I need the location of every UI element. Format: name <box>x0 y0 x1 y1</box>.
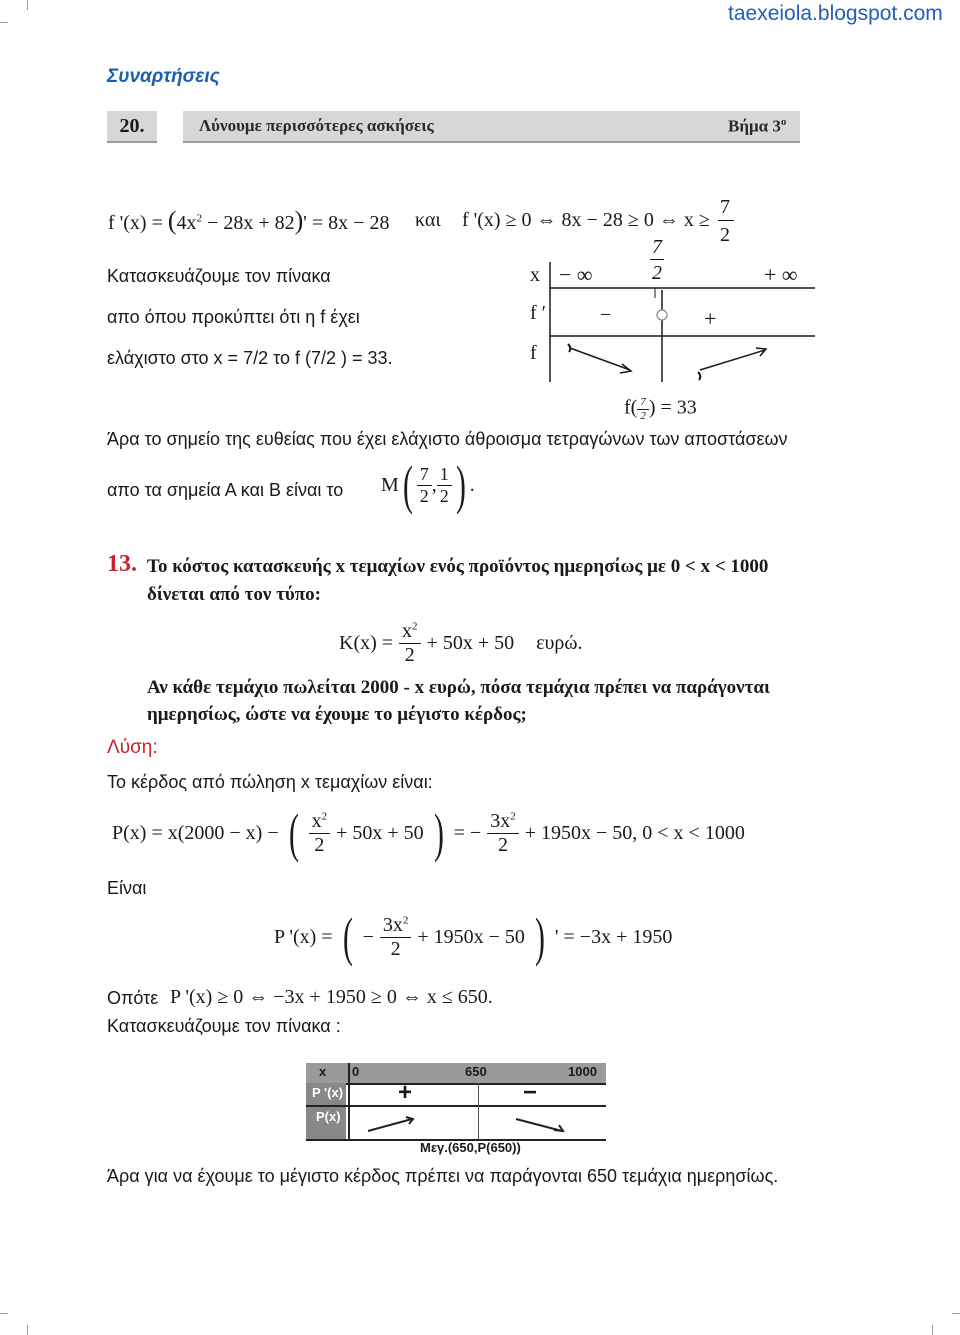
title-bar-text: Λύνουμε περισσότερες ασκήσεις <box>199 116 434 135</box>
problem-text: Το κόστος κατασκευής x τεμαχίων ενός προϊόντος ημερησίως με 0 < x < 1000 <box>147 556 769 577</box>
solution-label: Λύση: <box>107 737 158 758</box>
exercise-number: 20. <box>119 115 145 137</box>
critical-bar <box>650 259 664 260</box>
problem-text: δίνεται από τον τύπο: <box>147 584 321 605</box>
text-line: Κατασκευάζουμε τον πίνακα : <box>107 1016 341 1036</box>
ineq-frac-den: 2 <box>720 224 730 246</box>
f-min-value: f( $\frac{7}{2}$ ) = 33 <box>624 396 697 422</box>
and-word: και <box>415 209 441 231</box>
crop-mark <box>27 1325 28 1335</box>
text-line: Είναι <box>107 878 147 898</box>
cost-formula: K(x) = $\frac{x^2}{2}$ + 50x + 50 ευρώ. <box>339 620 583 666</box>
section-title: Συναρτήσεις <box>107 66 220 87</box>
profit-derivative: P '(x) = ( − $\frac{3x^2}{2}$ + 1950x − 50 ) ' = −3x + 1950 <box>274 907 673 967</box>
site-url[interactable]: taexeiola.blogspot.com <box>728 2 943 25</box>
text-line: απο όπου προκύπτει ότι η f έχει <box>107 307 360 327</box>
plus-infinity: + ∞ <box>764 262 798 287</box>
table2-max: Μεγ.(650,P(650)) <box>420 1140 521 1155</box>
text-line: Οπότε <box>107 988 159 1008</box>
profit-formula: P(x) = x(2000 − x) − ( $\frac{x^2}{2}$ + 50x + 50 ) = − $\frac{3x^2}{2}$ + 1950x − 50, 0 < x < 1000 <box>112 803 745 863</box>
table-x-label: x <box>530 264 540 286</box>
table2-zero: 0 <box>352 1064 360 1079</box>
minus-infinity: − ∞ <box>559 262 593 287</box>
crop-mark <box>952 1313 960 1314</box>
table-fprime-label: f ′ <box>530 302 547 324</box>
ineq-frac-bar <box>718 220 734 221</box>
table2-minus: − <box>523 1079 538 1106</box>
table2-x: x <box>319 1064 327 1079</box>
final-answer: Άρα για να έχουμε το μέγιστο κέρδος πρέπει να παράγονται 650 τεμάχια ημερησίως. <box>107 1166 779 1186</box>
conclusion-line: απο τα σημεία Α και Β είναι το <box>107 480 344 500</box>
problem-text: ημερησίως, ώστε να έχουμε το μέγιστο κέρδος; <box>147 704 527 725</box>
conclusion-line: Άρα το σημείο της ευθείας που έχει ελάχιστο άθροισμα τετραγώνων των αποστάσεων <box>107 429 788 449</box>
table2-650: 650 <box>465 1064 487 1079</box>
crop-mark <box>0 1313 8 1314</box>
crop-mark <box>0 22 8 23</box>
derivative-equation: f '$(x) = (4x^2 - 28x + 82)' = 8x - 28$ <box>108 206 390 235</box>
table2-pprime: P '(x) <box>312 1085 344 1100</box>
problem-number: 13. <box>107 551 137 577</box>
sign-plus: + <box>704 306 717 331</box>
table2-1000: 1000 <box>568 1064 597 1079</box>
step-label: Βήμα $3^o$ <box>728 116 787 136</box>
critical-num: 7 <box>652 236 662 258</box>
inequality: f '(x) ≥ 0 ⇔ 8x − 28 ≥ 0 ⇔ x ≥ <box>462 209 710 231</box>
exercise-number-box <box>107 111 157 143</box>
problem-text: Αν κάθε τεμάχιο πωλείται 2000 - x ευρώ, πόσα τεμάχια πρέπει να παράγονται <box>147 677 770 698</box>
table2-p: P(x) <box>316 1109 341 1124</box>
text-line: Το κέρδος από πώληση x τεμαχίων είναι: <box>107 772 433 792</box>
text-line: ελάχιστο στο x = 7/2 το f (7/2 ) = 33. <box>107 348 393 368</box>
table2-plus: + <box>398 1079 413 1106</box>
crop-mark <box>27 0 28 10</box>
table-f-label: f <box>530 342 537 364</box>
point-m: M ( $\frac{7}{2}$ , $\frac{1}{2}$ ) . <box>381 455 475 515</box>
derivative-inequality: P '(x) ≥ 0 ⇔ −3x + 1950 ≥ 0 ⇔ x ≤ 650. <box>170 986 493 1008</box>
sign-minus: − <box>600 304 612 326</box>
critical-den: 2 <box>652 262 662 284</box>
crop-mark <box>932 1325 933 1335</box>
ineq-frac-num: 7 <box>720 196 730 218</box>
text-line: Κατασκευάζουμε τον πίνακα <box>107 266 331 286</box>
